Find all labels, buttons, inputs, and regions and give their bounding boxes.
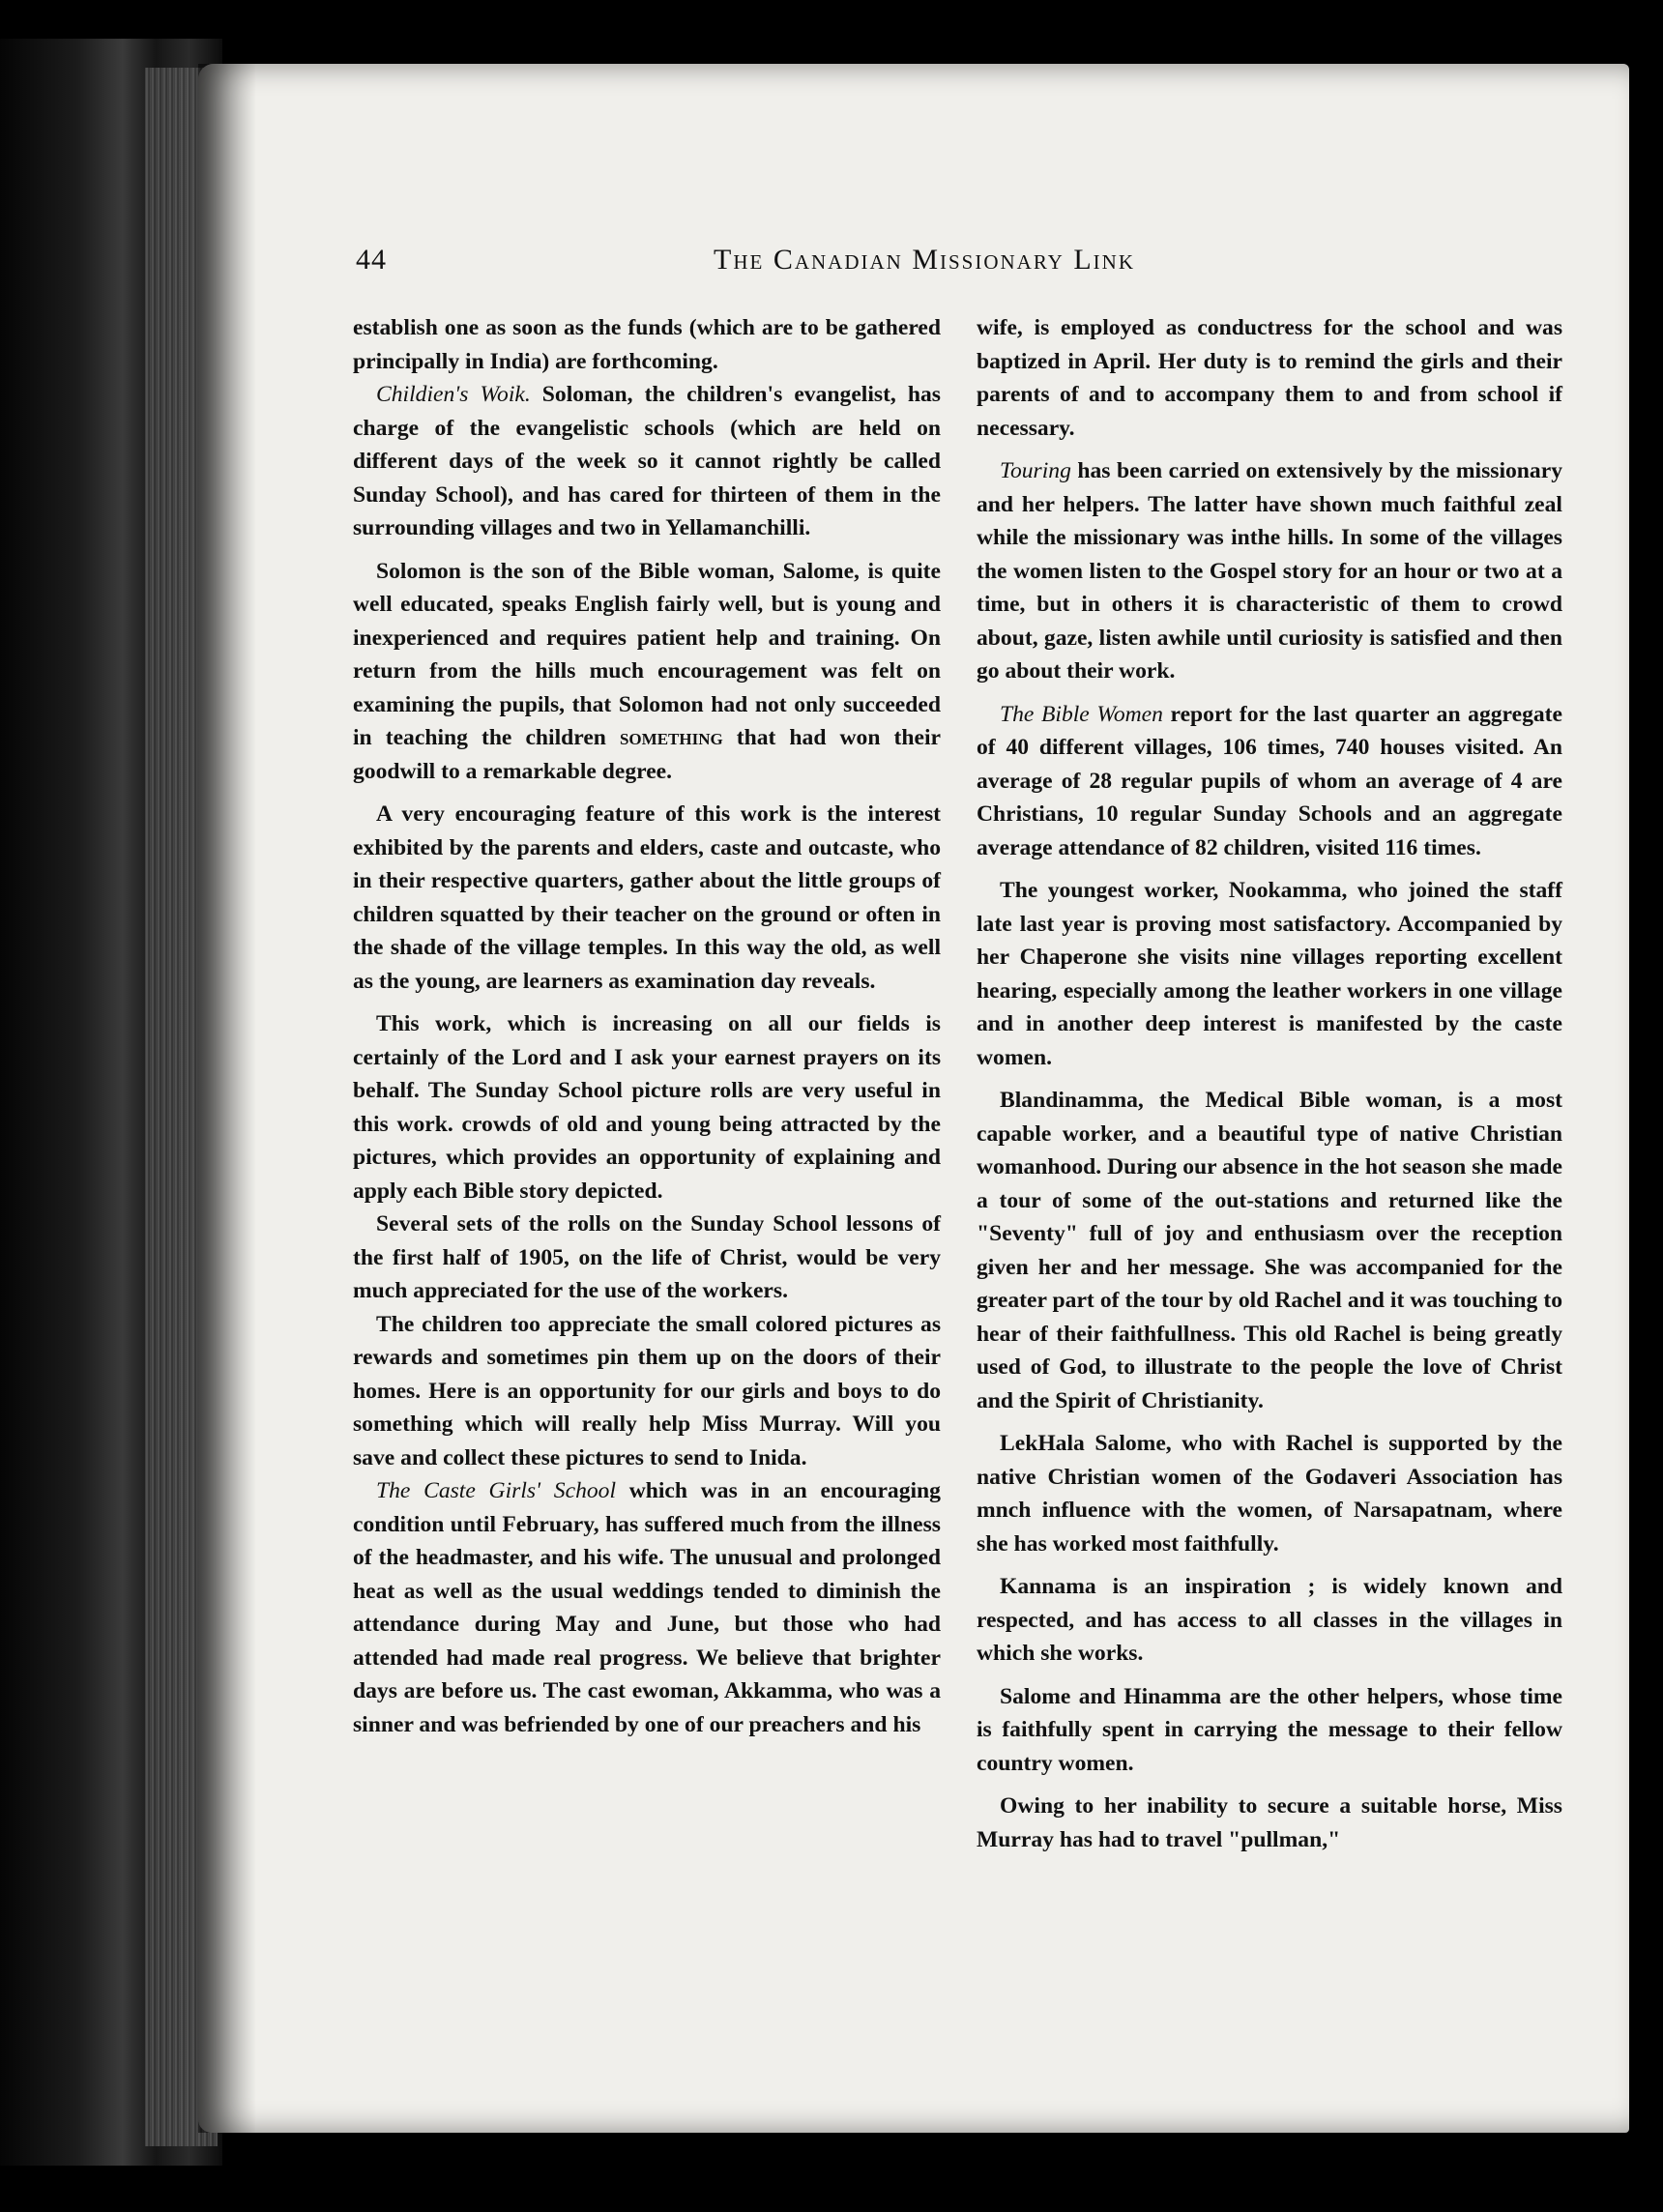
paragraph bbox=[977, 454, 1562, 688]
section-label: Touring bbox=[1000, 458, 1071, 483]
paragraph-text: Solomon is the son of the Bible woman, Salome, is quite well educated, speaks English fairly well, but is young and inexperienced and requires patient help and training. On return from the hills much encouragement was felt on examining the pupils, that Solomon had not only succeeded in teaching the children bbox=[353, 558, 941, 750]
section-label: Childien's Woik. bbox=[376, 382, 531, 407]
paragraph bbox=[977, 698, 1562, 865]
page-header bbox=[356, 244, 1579, 284]
section-label: The Bible Women bbox=[1000, 701, 1163, 727]
paragraph: LekHala Salome, who with Rachel is supported by the native Christian women of the Godaveri Association has mnch influence with the women, of Narsapatnam, where she has worked most faithfully. bbox=[977, 1431, 1562, 1557]
paragraph: Salome and Hinamma are the other helpers, whose time is faithfully spent in carrying the message to their fellow country women. bbox=[977, 1683, 1562, 1776]
paragraph bbox=[353, 555, 941, 789]
paragraph-text: which was in an encouraging condition until February, has suffered much from the illness of the headmaster, and his wife. The unusual and prolonged heat as well as the usual weddings tended to diminish the attendance during May and June, but those who had attended had made real progress. We believe that brighter days are before us. The cast ewoman, Akkamma, who was a sinner and was befriended by one of our preachers and his bbox=[353, 1478, 941, 1737]
paragraph: This work, which is increasing on all our fields is certainly of the Lord and I ask your earnest prayers on its behalf. The Sunday School picture rolls are very useful in this work. crowds of old and young being attracted by the pictures, which provides an opportunity of explaining and apply each Bible story depicted. bbox=[353, 1011, 941, 1204]
paragraph-text: has been carried on extensively by the missionary and her helpers. The latter have shown much faithful zeal while the missionary was inthe hills. In some of the villages the women listen to the Gospel story for an hour or two at a time, but in others it is characteristic of them to crowd about, gaze, listen awhile until curiosity is satisfied and then go about their work. bbox=[977, 458, 1562, 684]
paragraph-text: Soloman, the children's evangelist, has charge of the evangelistic schools (which are held on different days of the week so it cannot rightly be called Sunday School), and has cared for thirteen of them in the surrounding villages and two in Yellamanchilli. bbox=[353, 382, 941, 540]
small-caps-word: something bbox=[619, 725, 723, 750]
paragraph-text: report for the last quarter an aggregate of 40 different villages, 106 times, 740 houses visited. An average of 28 regular pupils of whom an average of 4 are Christians, 10 regular Sunday Schools and an aggregate average attendance of 82 children, visited 116 times. bbox=[977, 701, 1562, 860]
paragraph bbox=[353, 1474, 941, 1741]
running-title: The Canadian Missionary Link bbox=[714, 244, 1135, 276]
paragraph: wife, is employed as conductress for the school and was baptized in April. Her duty is to remind the girls and their parents of and to accompany them to and from school if necessary. bbox=[977, 315, 1562, 441]
section-label: The Caste Girls' School bbox=[376, 1478, 617, 1503]
page-number: 44 bbox=[356, 244, 387, 276]
paragraph: Kannama is an inspiration ; is widely known and respected, and has access to all classes in the villages in which she works. bbox=[977, 1574, 1562, 1666]
paragraph bbox=[353, 378, 941, 545]
right-column bbox=[977, 311, 1562, 1856]
paragraph: The children too appreciate the small colored pictures as rewards and sometimes pin them up on the doors of their homes. Here is an opportunity for our girls and boys to do something which will really help Miss Murray. Will you save and collect these pictures to send to Inida. bbox=[353, 1311, 941, 1470]
paragraph: A very encouraging feature of this work is the interest exhibited by the parents and elders, caste and outcaste, who in their respective quarters, gather about the little groups of children squatted by their teacher on the ground or often in the shade of the village temples. In this way the old, as well as the young, are learners as examination day reveals. bbox=[353, 801, 941, 994]
spine-shadow bbox=[198, 64, 256, 2133]
paragraph: establish one as soon as the funds (which are to be gathered principally in India) are forthcoming. bbox=[353, 315, 941, 374]
paragraph: The youngest worker, Nookamma, who joined the staff late last year is proving most satisfactory. Accompanied by her Chaperone she visits nine villages reporting excellent hearing, especially among the leather workers in one village and in another deep interest is manifested by the caste women. bbox=[977, 878, 1562, 1070]
paragraph-text: that had won their goodwill to a remarkable degree. bbox=[353, 725, 941, 784]
paragraph: Owing to her inability to secure a suitable horse, Miss Murray has had to travel "pullman," bbox=[977, 1793, 1562, 1852]
left-column bbox=[353, 311, 941, 1741]
paragraph: Blandinamma, the Medical Bible woman, is a most capable worker, and a beautiful type of native Christian womanhood. During our absence in the hot season she made a tour of some of the out-stations and returned like the "Seventy" full of joy and enthusiasm over the reception given her and her message. She was accompanied for the greater part of the tour by old Rachel and it was touching to hear of their faithfullness. This old Rachel is being greatly used of God, to illustrate to the people the love of Christ and the Spirit of Christianity. bbox=[977, 1088, 1562, 1413]
paragraph: Several sets of the rolls on the Sunday School lessons of the first half of 1905, on the life of Christ, would be very much appreciated for the use of the workers. bbox=[353, 1211, 941, 1303]
